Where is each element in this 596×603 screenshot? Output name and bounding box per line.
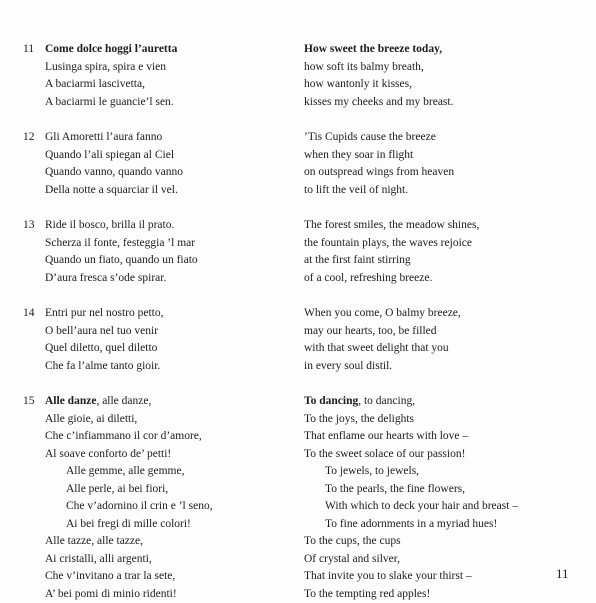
verse-text: Gli Amoretti l’aura fanno xyxy=(45,131,162,143)
verse-text: To the tempting red apples! xyxy=(304,588,430,600)
verse-line xyxy=(304,59,589,77)
verse-text: Quando un fiato, quando un fiato xyxy=(45,254,198,266)
verse-line xyxy=(45,323,293,341)
stanza xyxy=(304,41,589,111)
verse-line xyxy=(45,358,293,376)
verse-line xyxy=(45,516,293,534)
verse-text: Ride il bosco, brilla il prato. xyxy=(45,219,174,231)
verse-line xyxy=(45,76,293,94)
verse-text: how wantonly it kisses, xyxy=(304,78,412,90)
verse-text: Ai bei fregi di mille colori! xyxy=(66,518,191,530)
verse-incipit: Alle danze xyxy=(45,395,96,407)
verse-line xyxy=(45,252,293,270)
italian-text-column xyxy=(23,41,293,603)
stanza xyxy=(304,217,589,287)
verse-text: with that sweet delight that you xyxy=(304,342,449,354)
verse-line xyxy=(304,129,589,147)
verse-line xyxy=(304,551,589,569)
verse-line xyxy=(45,59,293,77)
verse-text: how soft its balmy breath, xyxy=(304,61,424,73)
page-number: 11 xyxy=(556,566,569,582)
stanza xyxy=(23,129,293,199)
verse-line xyxy=(45,270,293,288)
verse-line xyxy=(304,358,589,376)
verse-line xyxy=(304,305,589,323)
verse-incipit: To dancing xyxy=(304,395,358,407)
verse-text: Della notte a squarciar il vel. xyxy=(45,184,178,196)
stanza xyxy=(23,41,293,111)
verse-line xyxy=(45,94,293,112)
verse-text: the fountain plays, the waves rejoice xyxy=(304,237,472,249)
verse-text: may our hearts, too, be filled xyxy=(304,325,437,337)
verse-text: To the joys, the delights xyxy=(304,413,414,425)
verse-line xyxy=(304,428,589,446)
verse-text: Alle gioie, ai diletti, xyxy=(45,413,137,425)
verse-text: Of crystal and silver, xyxy=(304,553,400,565)
verse-text: When you come, O balmy breeze, xyxy=(304,307,461,319)
verse-text: A baciarmi le guancie’l sen. xyxy=(45,96,174,108)
verse-text: at the first faint stirring xyxy=(304,254,411,266)
verse-line xyxy=(45,393,293,411)
verse-line xyxy=(45,568,293,586)
verse-line xyxy=(45,498,293,516)
verse-text: Alle perle, ai bei fiori, xyxy=(66,483,168,495)
verse-line xyxy=(45,182,293,200)
verse-line xyxy=(304,586,589,603)
verse-text: when they soar in flight xyxy=(304,149,413,161)
verse-line xyxy=(304,41,589,59)
stanza xyxy=(304,305,589,375)
verse-line xyxy=(304,76,589,94)
verse-line xyxy=(45,217,293,235)
stanza xyxy=(304,129,589,199)
verse-text: To jewels, to jewels, xyxy=(325,465,419,477)
verse-incipit: How sweet the breeze today, xyxy=(304,43,442,55)
verse-text: To fine adornments in a myriad hues! xyxy=(325,518,497,530)
verse-text: of a cool, refreshing breeze. xyxy=(304,272,432,284)
stanza xyxy=(23,217,293,287)
stanza-number: 11 xyxy=(23,41,43,59)
verse-text: A baciarmi lascivetta, xyxy=(45,78,145,90)
stanza-number: 15 xyxy=(23,393,43,411)
verse-text: Quando l’ali spiegan al Ciel xyxy=(45,149,174,161)
verse-line xyxy=(45,463,293,481)
verse-text: Al soave conforto de’ petti! xyxy=(45,448,171,460)
verse-text: to lift the veil of night. xyxy=(304,184,408,196)
verse-text: A’ bei pomi di minio ridenti! xyxy=(45,588,177,600)
verse-line xyxy=(304,498,589,516)
verse-text: Entri pur nel nostro petto, xyxy=(45,307,164,319)
verse-line xyxy=(304,516,589,534)
verse-line xyxy=(45,481,293,499)
stanza-number: 12 xyxy=(23,129,43,147)
stanza-gap xyxy=(23,375,293,393)
stanza-gap xyxy=(304,111,589,129)
verse-line xyxy=(304,323,589,341)
verse-line xyxy=(304,411,589,429)
stanza-gap xyxy=(23,287,293,305)
stanza-gap xyxy=(23,111,293,129)
verse-line xyxy=(45,551,293,569)
verse-line xyxy=(304,481,589,499)
verse-line xyxy=(45,41,293,59)
verse-incipit: Come dolce hoggi l’auretta xyxy=(45,43,177,55)
verse-line xyxy=(304,463,589,481)
verse-line xyxy=(45,586,293,603)
english-translation-column xyxy=(304,41,589,603)
verse-text: Lusinga spira, spira e vien xyxy=(45,61,166,73)
verse-line xyxy=(304,252,589,270)
verse-line xyxy=(304,94,589,112)
stanza-number: 14 xyxy=(23,305,43,323)
verse-line xyxy=(45,428,293,446)
verse-line xyxy=(45,147,293,165)
verse-text: Quando vanno, quando vanno xyxy=(45,166,183,178)
verse-text: , to dancing, xyxy=(358,395,415,407)
verse-text: kisses my cheeks and my breast. xyxy=(304,96,453,108)
verse-text: That enflame our hearts with love – xyxy=(304,430,468,442)
verse-line xyxy=(304,533,589,551)
verse-text: To the pearls, the fine flowers, xyxy=(325,483,465,495)
verse-line xyxy=(304,446,589,464)
stanza xyxy=(23,305,293,375)
verse-text: in every soul distil. xyxy=(304,360,392,372)
verse-line xyxy=(45,305,293,323)
verse-line xyxy=(304,182,589,200)
stanza-gap xyxy=(23,199,293,217)
verse-text: Alle gemme, alle gemme, xyxy=(66,465,184,477)
stanza-gap xyxy=(304,287,589,305)
verse-line xyxy=(45,235,293,253)
stanza-gap xyxy=(304,375,589,393)
verse-line xyxy=(45,129,293,147)
verse-text: ’Tis Cupids cause the breeze xyxy=(304,131,436,143)
verse-text: Scherza il fonte, festeggia ’l mar xyxy=(45,237,195,249)
verse-line xyxy=(45,164,293,182)
verse-text: Che c’infiammano il cor d’amore, xyxy=(45,430,202,442)
stanza-number: 13 xyxy=(23,217,43,235)
verse-line xyxy=(304,217,589,235)
verse-line xyxy=(304,568,589,586)
verse-line xyxy=(304,393,589,411)
verse-text: Alle tazze, alle tazze, xyxy=(45,535,143,547)
verse-text: Che v’adornino il crin e ’l seno, xyxy=(66,500,213,512)
verse-text: Che fa l’alme tanto gioir. xyxy=(45,360,160,372)
verse-line xyxy=(45,411,293,429)
verse-line xyxy=(304,164,589,182)
verse-text: D’aura fresca s’ode spirar. xyxy=(45,272,166,284)
verse-line xyxy=(304,147,589,165)
verse-text: Ai cristalli, alli argenti, xyxy=(45,553,152,565)
verse-text: Che v’invitano a trar la sete, xyxy=(45,570,175,582)
verse-line xyxy=(304,235,589,253)
verse-text: To the sweet solace of our passion! xyxy=(304,448,465,460)
verse-line xyxy=(304,340,589,358)
verse-text: on outspread wings from heaven xyxy=(304,166,454,178)
verse-text: Quel diletto, quel diletto xyxy=(45,342,157,354)
stanza xyxy=(23,393,293,603)
verse-line xyxy=(304,270,589,288)
verse-text: With which to deck your hair and breast – xyxy=(325,500,518,512)
verse-line xyxy=(45,533,293,551)
verse-text: , alle danze, xyxy=(96,395,151,407)
verse-line xyxy=(45,340,293,358)
verse-line xyxy=(45,446,293,464)
verse-text: To the cups, the cups xyxy=(304,535,401,547)
stanza-gap xyxy=(304,199,589,217)
stanza xyxy=(304,393,589,603)
verse-text: O bell’aura nel tuo venir xyxy=(45,325,158,337)
verse-text: The forest smiles, the meadow shines, xyxy=(304,219,479,231)
verse-text: That invite you to slake your thirst – xyxy=(304,570,472,582)
